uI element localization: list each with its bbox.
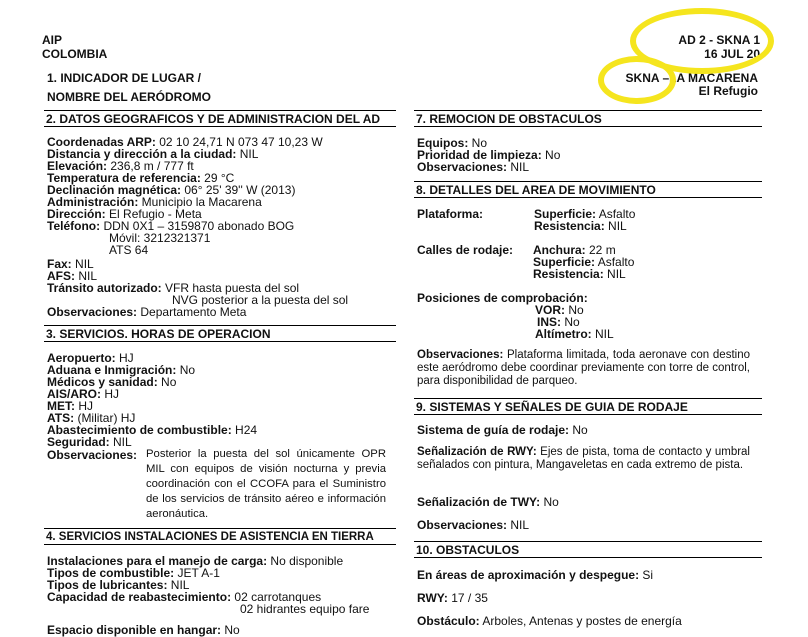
aip-label: AIP [42,33,63,47]
transit-row: Tránsito autorizado: VFR hasta puesta del sol [47,281,300,295]
address-row: Dirección: El Refugio - Meta [47,207,202,221]
taxiways-label: Calles de rodaje: [417,243,514,257]
approach-row: En áreas de aproximación y despegue: Si [417,568,654,582]
section10-header: 10. OBSTACULOS [414,541,762,558]
rwy-row: RWY: 17 / 35 [417,591,488,605]
fuel-row: Abastecimiento de combustible: H24 [47,423,258,437]
transit-extra: NVG posterior a la puesta del sol [172,293,349,307]
declination-row: Declinación magnética: 06° 25' 39'' W (2013) [47,183,296,197]
refuel-capacity-extra: 02 hidrantes equipo fare [240,602,370,616]
sec7-obs-row: Observaciones: NIL [417,160,530,174]
guide-system-row: Sistema de guía de rodaje: No [417,423,588,437]
temperature-row: Temperatura de referencia: 29 °C [47,171,235,185]
ais-row: AIS/ARO: HJ [47,387,119,401]
hangar-row: Espacio disponible en hangar: No [47,623,240,637]
section2-header: 2. DATOS GEOGRAFICOS Y DE ADMINISTRACION DEL AD [44,110,396,127]
met-row: MET: HJ [47,399,93,413]
section3-header: 3. SERVICIOS. HORAS DE OPERACION [44,325,396,342]
afs-row: AFS: NIL [47,269,98,283]
highlight-circle-name [598,56,676,104]
sec8-obs: Observaciones: Plataforma limitada, toda aeronave con destino este aeródromo debe coordinar previamente con torre de control, para disponibilidad de parqueo. [417,349,750,387]
section8-header: 8. DETALLES DEL AREA DE MOVIMIENTO [414,181,762,198]
sec2-obs-row: Observaciones: Departamento Meta [47,305,247,319]
platform-surface: Superficie: Asfalto [534,207,636,221]
customs-row: Aduana e Inmigración: No [47,363,196,377]
obstacle-row: Obstáculo: Arboles, Antenas y postes de energía [417,614,682,628]
sec3-obs-label: Observaciones: [47,448,138,462]
taxiway-resistance: Resistencia: NIL [533,267,626,281]
platform-label: Plataforma: [417,207,484,221]
aerodrome-subtitle: El Refugio [698,84,758,98]
sec3-obs-text: Posterior la puesta del sol únicamente OPR MIL con equipos de visión nocturna y previa coordinación con el CCOFA para el Suministro de los servicios de tránsito aéreo e información aeronáutica. [146,448,386,520]
twy-marking-row: Señalización de TWY: No [417,495,559,509]
section9-header: 9. SISTEMAS Y SEÑALES DE GUIA DE RODAJE [414,398,762,415]
priority-row: Prioridad de limpieza: No [417,148,561,162]
distance-row: Distancia y dirección a la ciudad: NIL [47,147,259,161]
equipment-row: Equipos: No [417,136,488,150]
taxiway-width: Anchura: 22 m [533,243,616,257]
taxiway-surface: Superficie: Asfalto [533,255,635,269]
ats-row: ATS: (Militar) HJ [47,411,136,425]
ins-row: INS: No [537,315,580,329]
elevation-row: Elevación: 236,8 m / 777 ft [47,159,194,173]
security-row: Seguridad: NIL [47,435,132,449]
country-label: COLOMBIA [42,47,108,61]
altimeter-row: Altímetro: NIL [535,327,614,341]
cargo-row: Instalaciones para el manejo de carga: No disponible [47,554,344,568]
page-date: 16 JUL 20 [704,47,760,61]
coord-row: Coordenadas ARP: 02 10 24,71 N 073 47 10,23 W [47,135,323,149]
platform-resistance: Resistencia: NIL [534,219,627,233]
check-positions-label: Posiciones de comprobación: [417,291,588,305]
section1-title-line1: 1. INDICADOR DE LUGAR / [47,71,202,85]
page-code: AD 2 - SKNA 1 [678,33,760,47]
sec9-obs-row: Observaciones: NIL [417,518,530,532]
aerodrome-name: SKNA –LA MACARENA [625,71,758,85]
phone-row: Teléfono: DDN 0X1 – 3159870 abonado BOG [47,219,295,233]
rwy-marking: Señalización de RWY: Ejes de pista, toma de contacto y umbral señalados con pintura, Mangaveletas en cada extremo de pista. [417,446,750,471]
refuel-capacity-row: Capacidad de reabastecimiento: 02 carrotanques [47,590,322,604]
phone-ats: ATS 64 [109,243,149,257]
medical-row: Médicos y sanidad: No [47,375,177,389]
fax-row: Fax: NIL [47,257,94,271]
section4-header: 4. SERVICIOS INSTALACIONES DE ASISTENCIA EN TIERRA [44,528,396,545]
fuel-types-row: Tipos de combustible: JET A-1 [47,566,220,580]
section7-header: 7. REMOCION DE OBSTACULOS [414,110,762,127]
administration-row: Administración: Municipio la Macarena [47,195,262,209]
phone-mobile: Móvil: 3212321371 [109,231,211,245]
airport-row: Aeropuerto: HJ [47,351,134,365]
vor-row: VOR: No [535,303,584,317]
section1-title-line2: NOMBRE DEL AERÓDROMO [47,90,212,104]
lubricants-row: Tipos de lubricantes: NIL [47,578,190,592]
